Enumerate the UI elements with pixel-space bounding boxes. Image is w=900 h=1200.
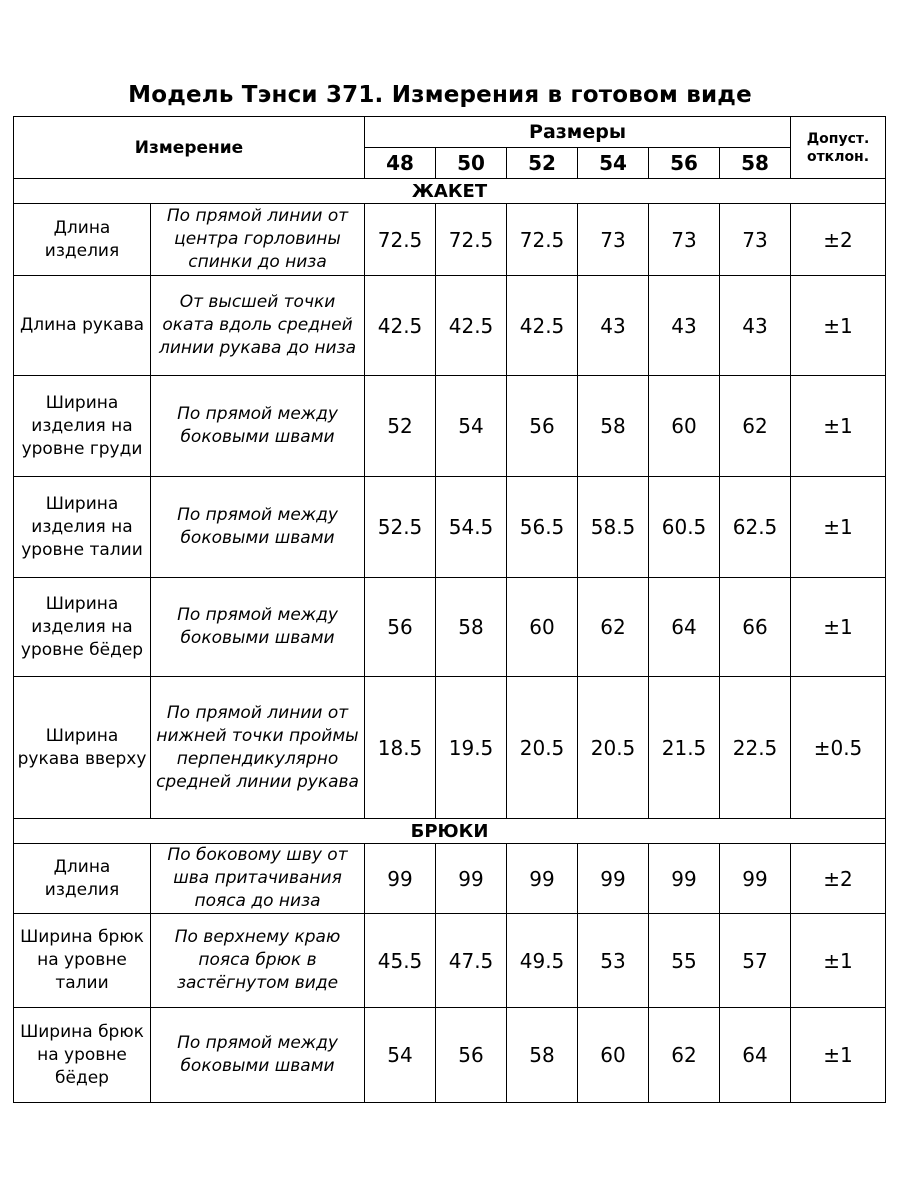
- measurement-description: По верхнему краю пояса брюк в застёгнутом виде: [151, 914, 365, 1008]
- size-header: 48: [365, 148, 436, 179]
- measurement-name: Ширина изделия на уровне бёдер: [14, 578, 151, 677]
- size-value: 42.5: [507, 276, 578, 376]
- size-value: 60: [649, 376, 720, 477]
- table-row: [14, 677, 886, 819]
- size-value: 58: [578, 376, 649, 477]
- document-title: Модель Тэнси 371. Измерения в готовом виде: [128, 82, 752, 108]
- size-value: 54.5: [436, 477, 507, 578]
- size-value: 62.5: [720, 477, 791, 578]
- size-value: 58.5: [578, 477, 649, 578]
- size-value: 53: [578, 914, 649, 1008]
- measurement-description: По прямой между боковыми швами: [151, 477, 365, 578]
- sizes-header: Размеры: [365, 117, 791, 148]
- size-value: 18.5: [365, 677, 436, 819]
- tolerance-value: ±1: [791, 276, 886, 376]
- tolerance-value: ±1: [791, 1008, 886, 1103]
- size-value: 56: [365, 578, 436, 677]
- size-value: 56.5: [507, 477, 578, 578]
- size-value: 22.5: [720, 677, 791, 819]
- measurement-name: Ширина изделия на уровне талии: [14, 477, 151, 578]
- size-header: 56: [649, 148, 720, 179]
- size-value: 73: [578, 204, 649, 276]
- measurement-description: По прямой между боковыми швами: [151, 376, 365, 477]
- measurement-description: По боковому шву от шва притачивания пояса до низа: [151, 844, 365, 914]
- size-header: 52: [507, 148, 578, 179]
- size-value: 60: [507, 578, 578, 677]
- measurement-description: По прямой линии от центра горловины спинки до низа: [151, 204, 365, 276]
- size-value: 72.5: [436, 204, 507, 276]
- size-value: 99: [365, 844, 436, 914]
- size-value: 43: [578, 276, 649, 376]
- tolerance-header: Допуст. отклон.: [791, 117, 886, 179]
- section-title: БРЮКИ: [14, 819, 886, 844]
- size-value: 19.5: [436, 677, 507, 819]
- table-row: [14, 204, 886, 276]
- size-value: 72.5: [365, 204, 436, 276]
- measurement-name: Ширина брюк на уровне талии: [14, 914, 151, 1008]
- measurement-name: Ширина рукава вверху: [14, 677, 151, 819]
- size-value: 54: [436, 376, 507, 477]
- size-value: 42.5: [436, 276, 507, 376]
- size-value: 54: [365, 1008, 436, 1103]
- size-value: 73: [649, 204, 720, 276]
- measurement-name: Длина изделия: [14, 204, 151, 276]
- measurement-description: От высшей точки оката вдоль средней линии рукава до низа: [151, 276, 365, 376]
- size-value: 60: [578, 1008, 649, 1103]
- size-value: 52.5: [365, 477, 436, 578]
- size-value: 43: [649, 276, 720, 376]
- measurement-name: Длина изделия: [14, 844, 151, 914]
- measurement-name: Ширина брюк на уровне бёдер: [14, 1008, 151, 1103]
- table-row: [14, 844, 886, 914]
- tolerance-value: ±1: [791, 914, 886, 1008]
- size-value: 56: [436, 1008, 507, 1103]
- size-value: 58: [436, 578, 507, 677]
- size-value: 20.5: [507, 677, 578, 819]
- tolerance-value: ±1: [791, 376, 886, 477]
- size-header: 58: [720, 148, 791, 179]
- size-value: 99: [720, 844, 791, 914]
- size-value: 55: [649, 914, 720, 1008]
- size-value: 52: [365, 376, 436, 477]
- tolerance-value: ±1: [791, 578, 886, 677]
- size-value: 49.5: [507, 914, 578, 1008]
- measurements-table: [13, 116, 886, 1103]
- tolerance-value: ±2: [791, 844, 886, 914]
- table-row: [14, 914, 886, 1008]
- size-value: 20.5: [578, 677, 649, 819]
- table-row: [14, 276, 886, 376]
- table-body: [14, 179, 886, 1103]
- size-value: 21.5: [649, 677, 720, 819]
- size-value: 99: [436, 844, 507, 914]
- tolerance-value: ±1: [791, 477, 886, 578]
- size-value: 58: [507, 1008, 578, 1103]
- measurement-header: Измерение: [14, 117, 365, 179]
- size-value: 43: [720, 276, 791, 376]
- size-value: 56: [507, 376, 578, 477]
- section-row: [14, 819, 886, 844]
- size-value: 73: [720, 204, 791, 276]
- measurement-description: По прямой между боковыми швами: [151, 1008, 365, 1103]
- size-value: 57: [720, 914, 791, 1008]
- size-value: 42.5: [365, 276, 436, 376]
- table-row: [14, 376, 886, 477]
- size-value: 99: [578, 844, 649, 914]
- size-value: 45.5: [365, 914, 436, 1008]
- table-row: [14, 477, 886, 578]
- measurement-name: Длина рукава: [14, 276, 151, 376]
- size-value: 99: [649, 844, 720, 914]
- size-value: 62: [720, 376, 791, 477]
- size-value: 66: [720, 578, 791, 677]
- size-value: 62: [649, 1008, 720, 1103]
- table-row: [14, 1008, 886, 1103]
- section-row: [14, 179, 886, 204]
- size-value: 72.5: [507, 204, 578, 276]
- measurement-name: Ширина изделия на уровне груди: [14, 376, 151, 477]
- tolerance-value: ±0.5: [791, 677, 886, 819]
- measurement-description: По прямой между боковыми швами: [151, 578, 365, 677]
- table-row: [14, 578, 886, 677]
- size-value: 62: [578, 578, 649, 677]
- size-value: 99: [507, 844, 578, 914]
- tolerance-value: ±2: [791, 204, 886, 276]
- size-header: 54: [578, 148, 649, 179]
- size-value: 60.5: [649, 477, 720, 578]
- size-value: 64: [649, 578, 720, 677]
- size-value: 64: [720, 1008, 791, 1103]
- size-value: 47.5: [436, 914, 507, 1008]
- size-header: 50: [436, 148, 507, 179]
- measurement-description: По прямой линии от нижней точки проймы перпендикулярно средней линии рукава: [151, 677, 365, 819]
- section-title: ЖАКЕТ: [14, 179, 886, 204]
